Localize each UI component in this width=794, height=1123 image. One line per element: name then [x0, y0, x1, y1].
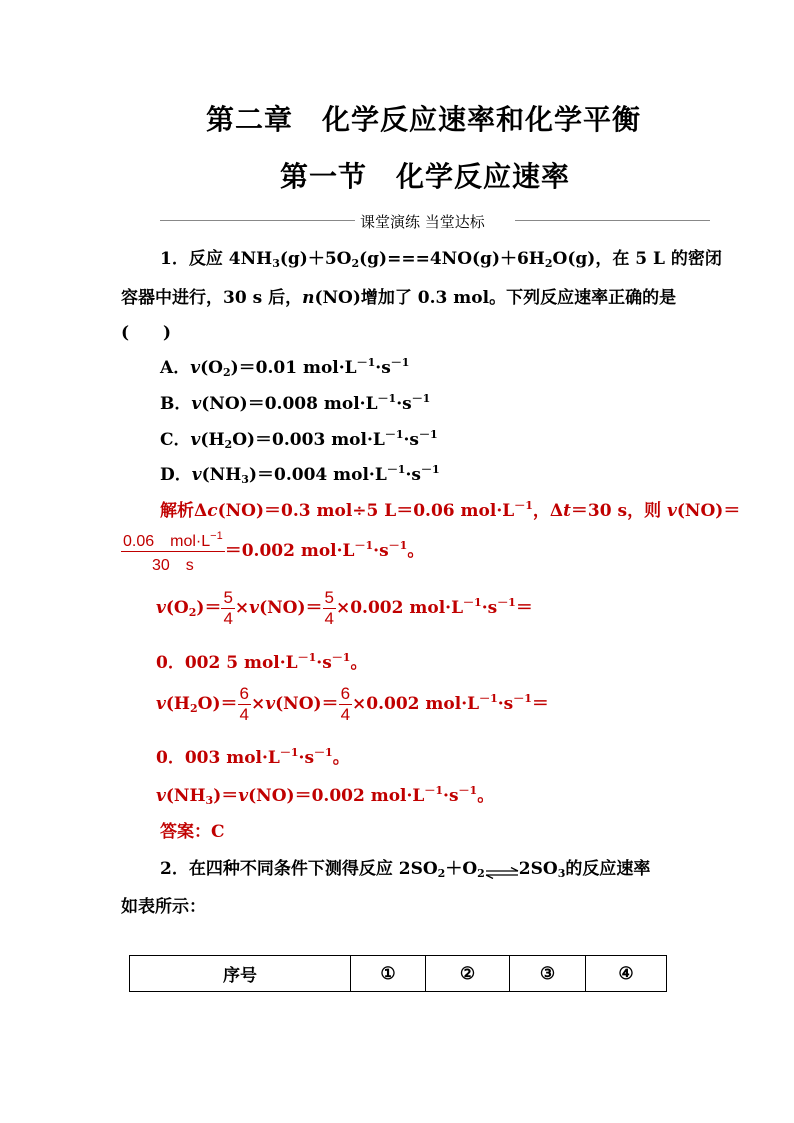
- q1-line3: ( ): [121, 323, 172, 343]
- divider-label: 课堂演练 当堂达标: [360, 213, 485, 231]
- analysis-h2o-result: 0．003 $mol\cdot L^{-1}\cdot s^{-1}$。: [156, 746, 350, 768]
- table-header-cell: ①: [351, 956, 426, 992]
- analysis-nh3-line: $v(NH_3)=v(NO)=0.002$ $mol\cdot L^{-1}\cdot s^{-1}$。: [156, 784, 495, 807]
- answer-line: [160, 817, 225, 842]
- analysis-h2o-line: $v(H_2O)=$ $\frac{6}{4}$ ×v(NO)＝ $\frac{6}{4}$ ×0.002 $mol\cdot L^{-1}\cdot s^{-1}=$: [156, 684, 549, 724]
- table-header-cell: 序号: [130, 956, 351, 992]
- divider-left: [160, 220, 355, 221]
- table-header-cell: ④: [586, 956, 667, 992]
- equilibrium-arrow-icon: [485, 864, 519, 876]
- answer-label: 答案：: [160, 822, 211, 842]
- q1-line2: 容器中进行，30 s 后，n(NO)增加了 0.3 mol。下列反应速率正确的是: [121, 288, 677, 308]
- option-b: B．v(NO)＝0.008 $mol\cdot L^{-1}\cdot s^{-1}$: [160, 392, 431, 414]
- q2-line1: 2．在四种不同条件下测得反应 $2SO_2+O_2$ $2SO_3$的反应速率: [160, 859, 651, 880]
- rate-table: [129, 955, 667, 992]
- analysis-line1: 解析Δc(NO)＝0.3 mol÷5 L＝0.06 $mol\cdot L^{-1}$，Δt＝30 s，则 v(NO)＝: [160, 499, 741, 521]
- q1-line1: 1．反应 $4NH_3(g)+5O_2(g)===4NO(g)+6H_2O(g)$，在 5 L 的密闭: [160, 249, 722, 270]
- option-c: C．$v(H_2O)=0.003$ $mol\cdot L^{-1}\cdot s^{-1}$: [160, 428, 438, 451]
- option-a: A．$v(O_2)=0.01$ $mol\cdot L^{-1}\cdot s^{-1}$: [160, 356, 410, 379]
- analysis-o2-line: $v(O_2)=$ $\frac{5}{4}$ ×v(NO)＝ $\frac{5}{4}$ ×0.002 $mol\cdot L^{-1}\cdot s^{-1}=$: [156, 588, 533, 628]
- analysis-label: 解析: [160, 501, 194, 521]
- divider-right: [515, 220, 710, 221]
- analysis-o2-result: 0．002 5 $mol\cdot L^{-1}\cdot s^{-1}$。: [156, 651, 368, 673]
- q2-line2: 如表所示：: [121, 897, 206, 917]
- fraction-rate: $\frac{0.06 mol\cdot L^{-1}}{30 s}$: [123, 530, 223, 574]
- analysis-fraction-line: $\frac{0.06 mol\cdot L^{-1}}{30 s}$ ＝0.002 $mol\cdot L^{-1}\cdot s^{-1}$。: [123, 530, 425, 574]
- chapter-title: 第二章 化学反应速率和化学平衡: [206, 103, 642, 136]
- option-d: D．$v(NH_3)=0.004$ $mol\cdot L^{-1}\cdot s^{-1}$: [160, 463, 440, 486]
- table-row: [130, 956, 667, 992]
- table-header-cell: ③: [510, 956, 586, 992]
- answer-value: C: [211, 822, 225, 842]
- section-title: 第一节 化学反应速率: [280, 160, 571, 193]
- table-header-cell: ②: [426, 956, 510, 992]
